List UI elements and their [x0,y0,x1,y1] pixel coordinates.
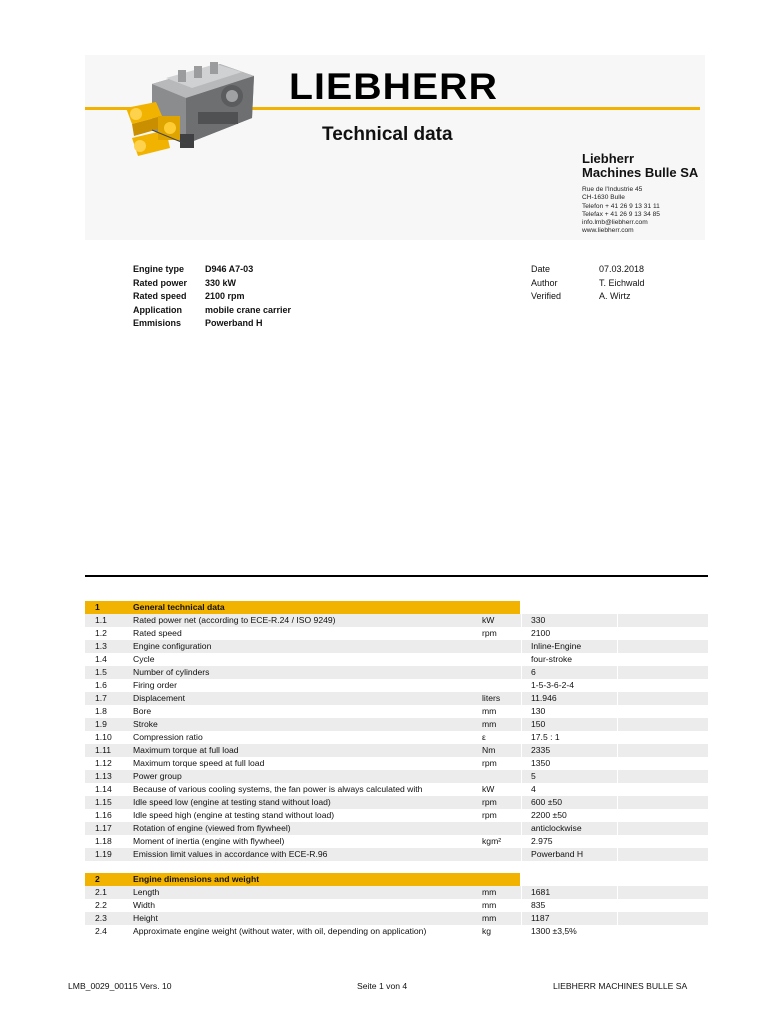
table-row [85,848,708,861]
meta-label-engine-type: Engine type [133,264,185,274]
cell-description: Cycle [133,654,155,664]
cell-value: anticlockwise [531,823,582,833]
cell-number: 1.4 [95,654,107,664]
cell-description: Idle speed low (engine at testing stand without load) [133,797,331,807]
cell-number: 1.14 [95,784,112,794]
cell-unit: mm [482,913,497,923]
cell-separator [521,627,522,640]
engine-meta-labels [133,263,187,331]
cell-unit: liters [482,693,501,703]
cell-unit: ε [482,732,486,742]
cell-separator [617,848,618,861]
cell-value: 17.5 : 1 [531,732,560,742]
section-header [85,601,520,614]
cell-value: 2200 ±50 [531,810,567,820]
cell-value: 1350 [531,758,551,768]
table-row [85,770,708,783]
company-name [582,152,698,180]
table-row [85,718,708,731]
cell-number: 1.6 [95,680,107,690]
cell-description: Height [133,913,158,923]
cell-number: 1.3 [95,641,107,651]
document-title: Technical data [322,124,453,145]
cell-number: 1.5 [95,667,107,677]
cell-separator [617,731,618,744]
meta-label-date: Date [531,264,551,274]
cell-separator [521,848,522,861]
cell-separator [617,614,618,627]
doc-meta-values [599,263,645,304]
engine-illustration-icon [122,56,272,162]
cell-description: Rated power net (according to ECE-R.24 / ISO 9249) [133,615,336,625]
cell-description: Width [133,900,155,910]
table-row [85,822,708,835]
cell-separator [617,653,618,666]
cell-unit: rpm [482,628,497,638]
cell-number: 1.19 [95,849,112,859]
table-row [85,640,708,653]
meta-label-rated-power: Rated power [133,277,188,288]
cell-description: Engine configuration [133,641,212,651]
cell-separator [617,770,618,783]
cell-number: 1.10 [95,732,112,742]
table-row [85,666,708,679]
meta-value-author: T. Eichwald [599,277,645,288]
address-street: Rue de l'Industrie 45 [582,186,643,193]
cell-value: 2.975 [531,836,553,846]
footer-page-number: Seite 1 von 4 [357,981,408,991]
cell-unit: Nm [482,745,496,755]
cell-separator [521,899,522,912]
doc-meta-labels [531,263,561,304]
cell-value: 4 [531,784,536,794]
cell-value: 330 [531,615,546,625]
cell-value: four-stroke [531,654,573,664]
address-website-link[interactable]: www.liebherr.com [582,227,634,235]
cell-separator [521,835,522,848]
cell-value: Inline-Engine [531,641,582,651]
cell-separator [617,692,618,705]
cell-value: 600 ±50 [531,797,563,807]
address-fax: Telefax + 41 26 9 13 34 85 [582,210,660,218]
cell-number: 2.2 [95,900,107,910]
footer-doc-id: LMB_0029_00115 Vers. 10 [68,981,172,991]
cell-description: Emission limit values in accordance with ECE-R.96 [133,849,328,859]
table-row [85,679,708,692]
cell-description: Power group [133,771,182,781]
cell-description: Number of cylinders [133,667,210,677]
section-divider [85,575,708,577]
cell-description: Displacement [133,693,186,703]
cell-value: 150 [531,719,546,729]
cell-value: 2100 [531,628,551,638]
cell-number: 1.9 [95,719,107,729]
cell-description: Idle speed high (engine at testing stand without load) [133,810,335,820]
general-technical-data-table [85,601,708,861]
cell-separator [617,796,618,809]
table-row [85,899,708,912]
cell-separator [521,744,522,757]
table-row [85,925,708,938]
table-row [85,912,708,925]
cell-description: Rated speed [133,628,182,638]
table-row [85,783,708,796]
cell-separator [617,886,618,899]
cell-unit: rpm [482,797,497,807]
cell-separator [521,822,522,835]
section-title: General technical data [133,602,225,612]
cell-value: 5 [531,771,536,781]
cell-separator [617,718,618,731]
cell-separator [521,809,522,822]
cell-number: 2.4 [95,926,107,936]
cell-value: 6 [531,667,536,677]
cell-description: Bore [133,706,152,716]
cell-unit: mm [482,719,497,729]
cell-description: Length [133,887,160,897]
cell-description: Because of various cooling systems, the fan power is always calculated with [133,784,423,794]
cell-separator [521,912,522,925]
cell-separator [617,666,618,679]
cell-separator [617,757,618,770]
section-title: Engine dimensions and weight [133,874,260,884]
cell-number: 1.2 [95,628,107,638]
cell-separator [617,809,618,822]
meta-value-verified: A. Wirtz [599,291,631,301]
address-email-link[interactable]: info.lmb@liebherr.com [582,219,648,227]
section-header [85,873,520,886]
cell-number: 1.15 [95,797,112,807]
address-city: CH-1630 Bulle [582,194,625,202]
cell-number: 2.1 [95,887,107,897]
cell-value: 11.946 [531,693,557,703]
cell-number: 1.8 [95,706,107,716]
cell-unit: kW [482,784,495,794]
meta-value-date: 07.03.2018 [599,264,645,274]
cell-number: 1.17 [95,823,112,833]
meta-value-application: mobile crane carrier [205,304,292,315]
cell-unit: mm [482,887,497,897]
cell-number: 1.1 [95,615,107,625]
cell-separator [521,731,522,744]
cell-description: Approximate engine weight (without water, with oil, depending on application) [133,926,427,936]
meta-value-rated-speed: 2100 rpm [205,291,245,301]
cell-value: 1300 ±3,5% [531,926,577,936]
table-row [85,835,708,848]
cell-unit: kgm² [482,836,502,846]
cell-separator [521,770,522,783]
section-number: 1 [95,602,100,612]
cell-number: 1.16 [95,810,112,820]
cell-separator [617,912,618,925]
cell-separator [521,614,522,627]
cell-unit: mm [482,900,497,910]
meta-label-verified: Verified [531,291,562,301]
cell-number: 1.18 [95,836,112,846]
meta-value-rated-power: 330 kW [205,277,237,288]
cell-separator [521,705,522,718]
table-row [85,731,708,744]
cell-separator [521,783,522,796]
cell-separator [617,822,618,835]
cell-value: 1-5-3-6-2-4 [531,680,574,690]
cell-description: Stroke [133,719,158,729]
cell-number: 1.12 [95,758,112,768]
cell-separator [521,692,522,705]
cell-unit: kg [482,926,492,936]
cell-separator [617,744,618,757]
cell-separator [617,679,618,692]
cell-unit: rpm [482,810,497,820]
brand-wordmark: LIEBHERR [289,66,498,107]
cell-separator [521,666,522,679]
cell-description: Compression ratio [133,732,203,742]
cell-separator [521,718,522,731]
cell-description: Firing order [133,680,177,690]
cell-description: Maximum torque speed at full load [133,758,265,768]
cell-separator [521,679,522,692]
cell-description: Maximum torque at full load [133,745,239,755]
cell-separator [521,796,522,809]
cell-unit: mm [482,706,497,716]
cell-separator [617,705,618,718]
table-row [85,627,708,640]
table-row [85,796,708,809]
engine-dimensions-table [85,873,708,938]
cell-value: 2335 [531,745,551,755]
cell-separator [521,757,522,770]
meta-label-emissions: Emmisions [133,318,182,328]
address-phone: Telefon + 41 26 9 13 31 11 [582,202,660,210]
cell-description: Rotation of engine (viewed from flywheel) [133,823,291,833]
meta-label-rated-speed: Rated speed [133,291,187,301]
cell-value: 130 [531,706,546,716]
cell-separator [617,783,618,796]
meta-label-application: Application [133,304,182,315]
cell-separator [617,925,618,938]
cell-number: 1.11 [95,745,112,755]
engine-meta-values [205,263,291,331]
cell-unit: rpm [482,758,497,768]
company-name-line-2: Machines Bulle SA [582,165,699,180]
cell-value: 1187 [531,913,550,923]
cell-separator [617,835,618,848]
table-row [85,653,708,666]
meta-label-author: Author [531,277,558,288]
meta-value-emissions: Powerband H [205,318,263,328]
table-row [85,692,708,705]
cell-number: 1.13 [95,771,112,781]
company-name-line-1: Liebherr [582,151,635,166]
cell-separator [617,640,618,653]
company-address [582,186,660,236]
cell-value: 1681 [531,887,551,897]
cell-number: 1.7 [95,693,107,703]
table-row [85,809,708,822]
cell-separator [617,899,618,912]
cell-separator [521,886,522,899]
cell-separator [617,627,618,640]
table-row [85,614,708,627]
cell-value: Powerband H [531,849,584,859]
cell-separator [521,653,522,666]
table-row [85,886,708,899]
table-row [85,757,708,770]
table-row [85,744,708,757]
cell-unit: kW [482,615,495,625]
footer-company: LIEBHERR MACHINES BULLE SA [553,981,688,991]
cell-value: 835 [531,900,546,910]
meta-value-engine-type: D946 A7-03 [205,264,254,274]
cell-number: 2.3 [95,913,107,923]
table-row [85,705,708,718]
cell-description: Moment of inertia (engine with flywheel) [133,836,285,846]
cell-separator [521,640,522,653]
cell-separator [521,925,522,938]
section-number: 2 [95,874,100,884]
